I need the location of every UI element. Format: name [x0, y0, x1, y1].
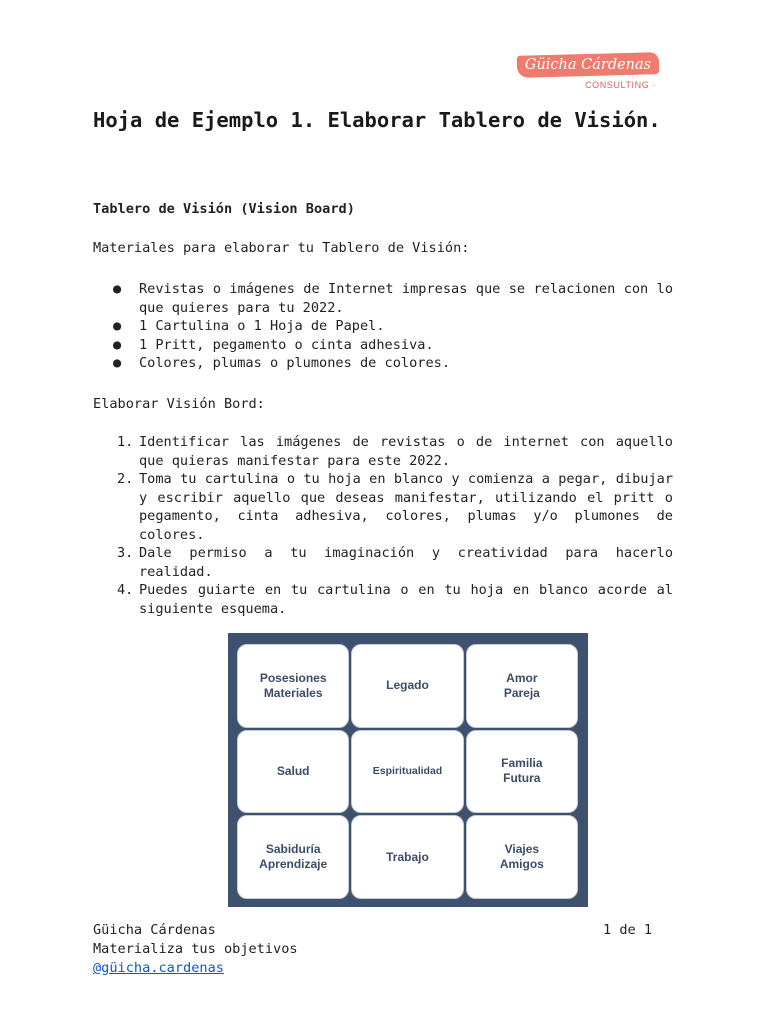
- social-handle-link[interactable]: @güicha.cardenas: [93, 960, 224, 976]
- list-item-text: 1 Pritt, pegamento o cinta adhesiva.: [139, 336, 434, 353]
- vision-board-grid: [237, 644, 578, 899]
- board-cell-familia: Familia Futura: [466, 730, 578, 814]
- brand-logo: [515, 48, 665, 94]
- materials-list: [93, 280, 673, 373]
- bullet-icon: ●: [113, 281, 122, 297]
- list-item: [93, 280, 673, 317]
- section-title: Tablero de Visión (Vision Board): [93, 201, 355, 217]
- logo-name: Güicha Cárdenas: [524, 57, 652, 73]
- materials-intro: Materiales para elaborar tu Tablero de Visión:: [93, 240, 470, 256]
- step-text: Identificar las imágenes de revistas o de internet con aquello que quieras manifestar para este 2022.: [139, 434, 673, 469]
- step-number: 2.: [117, 471, 134, 487]
- logo-subtitle: CONSULTING ·: [585, 80, 657, 90]
- list-item-text: Revistas o imágenes de Internet impresas que se relacionen con lo que quieres para tu 2022.: [139, 281, 673, 316]
- footer-handle-wrap: [93, 959, 224, 978]
- board-cell-espiritualidad: Espiritualidad: [351, 730, 463, 814]
- vision-board-diagram: [228, 633, 588, 907]
- step-item: [93, 544, 673, 581]
- list-item: [93, 317, 673, 336]
- board-cell-sabiduria: Sabiduría Aprendizaje: [237, 815, 349, 899]
- board-cell-salud: Salud: [237, 730, 349, 814]
- bullet-icon: ●: [113, 318, 122, 334]
- step-text: Dale permiso a tu imaginación y creatividad para hacerlo realidad.: [139, 545, 673, 580]
- board-cell-posesiones: Posesiones Materiales: [237, 644, 349, 728]
- footer-tagline: Materializa tus objetivos: [93, 941, 298, 957]
- step-item: [93, 581, 673, 618]
- step-text: Puedes guiarte en tu cartulina o en tu hoja en blanco acorde al siguiente esquema.: [139, 582, 673, 617]
- step-text: Toma tu cartulina o tu hoja en blanco y comienza a pegar, dibujar y escribir aquello que deseas manifestar, utilizando el pritt o pegamento, cinta adhesiva, colores, plumas y/o plumones de colores.: [139, 471, 673, 543]
- bullet-icon: ●: [113, 355, 122, 371]
- step-item: [93, 470, 673, 544]
- list-item: [93, 354, 673, 373]
- step-number: 4.: [117, 582, 134, 598]
- board-cell-trabajo: Trabajo: [351, 815, 463, 899]
- board-cell-legado: Legado: [351, 644, 463, 728]
- page-number: 1 de 1: [603, 922, 653, 938]
- page-title: Hoja de Ejemplo 1. Elaborar Tablero de Visión.: [93, 108, 661, 132]
- list-item-text: 1 Cartulina o 1 Hoja de Papel.: [139, 318, 385, 334]
- list-item-text: Colores, plumas o plumones de colores.: [139, 355, 450, 371]
- steps-list: [93, 433, 673, 618]
- bullet-icon: ●: [113, 336, 122, 353]
- board-cell-amor: Amor Pareja: [466, 644, 578, 728]
- step-number: 3.: [117, 545, 134, 561]
- steps-intro: Elaborar Visión Bord:: [93, 396, 265, 412]
- step-number: 1.: [117, 434, 134, 450]
- board-cell-viajes: Viajes Amigos: [466, 815, 578, 899]
- footer-name: Güicha Cárdenas: [93, 922, 216, 938]
- list-item: [93, 336, 673, 355]
- step-item: [93, 433, 673, 470]
